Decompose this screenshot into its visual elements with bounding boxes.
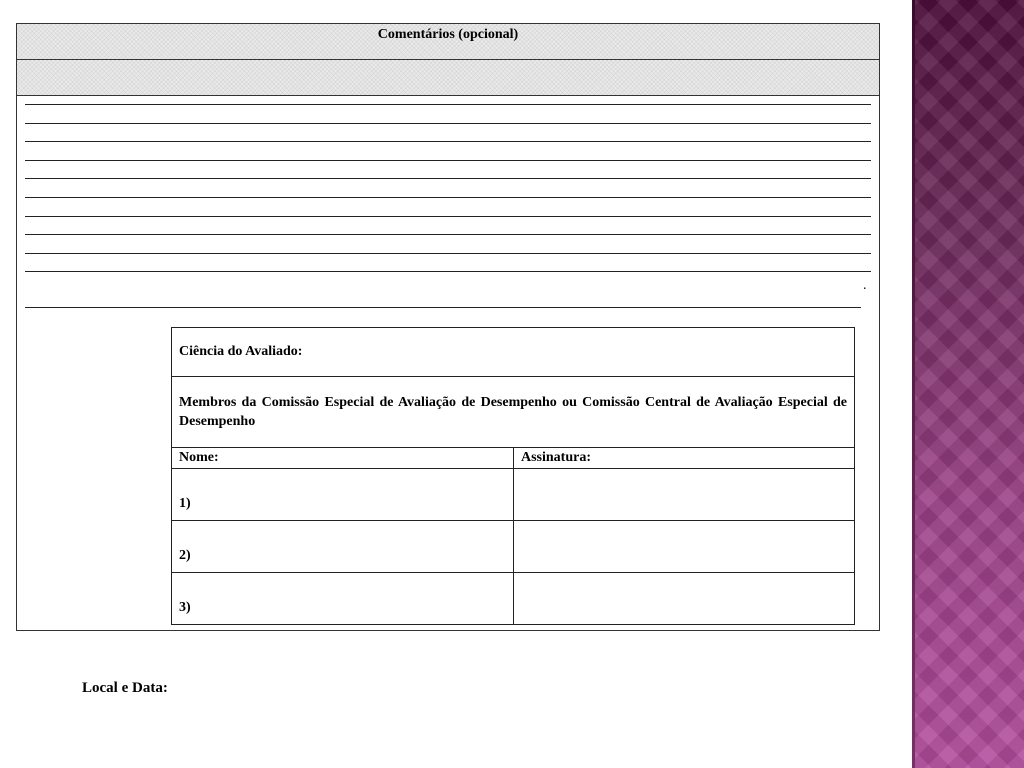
comment-lines xyxy=(25,104,871,306)
side-band-edge xyxy=(912,0,915,768)
name-header: Nome: xyxy=(179,450,219,465)
committee-label: Membros da Comissão Especial de Avaliação de Desempenho ou Comissão Central de Avaliação Especial de Desempenho xyxy=(179,395,847,429)
comment-line[interactable] xyxy=(25,271,871,272)
ciencia-label: Ciência do Avaliado: xyxy=(179,344,303,359)
comment-line[interactable] xyxy=(25,234,871,235)
comment-line[interactable] xyxy=(25,160,871,161)
comment-line[interactable] xyxy=(25,307,861,308)
name-header-cell xyxy=(172,448,514,469)
signature-header: Assinatura: xyxy=(521,450,592,465)
member-signature-cell[interactable] xyxy=(514,521,855,573)
signature-header-row xyxy=(172,448,855,469)
comment-line[interactable] xyxy=(25,216,871,217)
comments-header xyxy=(17,24,879,60)
member-name-cell[interactable] xyxy=(172,573,514,625)
member-number: 1) xyxy=(179,496,191,511)
ciencia-row xyxy=(172,328,855,377)
member-signature-cell[interactable] xyxy=(514,469,855,521)
signature-header-cell xyxy=(514,448,855,469)
comment-line[interactable] xyxy=(25,197,871,198)
signature-table xyxy=(171,327,855,625)
committee-row xyxy=(172,377,855,448)
comment-line[interactable] xyxy=(25,141,871,142)
member-row xyxy=(172,469,855,521)
comment-end-mark: . xyxy=(863,277,867,293)
comment-line[interactable] xyxy=(25,123,871,124)
comment-last-line xyxy=(25,277,871,306)
comments-form-frame xyxy=(16,23,880,631)
local-data-label: Local e Data: xyxy=(82,680,168,696)
comments-shaded-band xyxy=(17,60,879,96)
comment-line[interactable] xyxy=(25,104,871,105)
member-row xyxy=(172,573,855,625)
comments-header-title: Comentários (opcional) xyxy=(377,27,519,42)
comment-line[interactable] xyxy=(25,178,871,179)
member-name-cell[interactable] xyxy=(172,469,514,521)
member-row xyxy=(172,521,855,573)
member-signature-cell[interactable] xyxy=(514,573,855,625)
comment-line[interactable] xyxy=(25,253,871,254)
committee-cell xyxy=(172,377,855,448)
member-name-cell[interactable] xyxy=(172,521,514,573)
decorative-side-band xyxy=(912,0,1024,768)
member-number: 3) xyxy=(179,600,191,615)
ciencia-cell[interactable] xyxy=(172,328,855,377)
member-number: 2) xyxy=(179,548,191,563)
